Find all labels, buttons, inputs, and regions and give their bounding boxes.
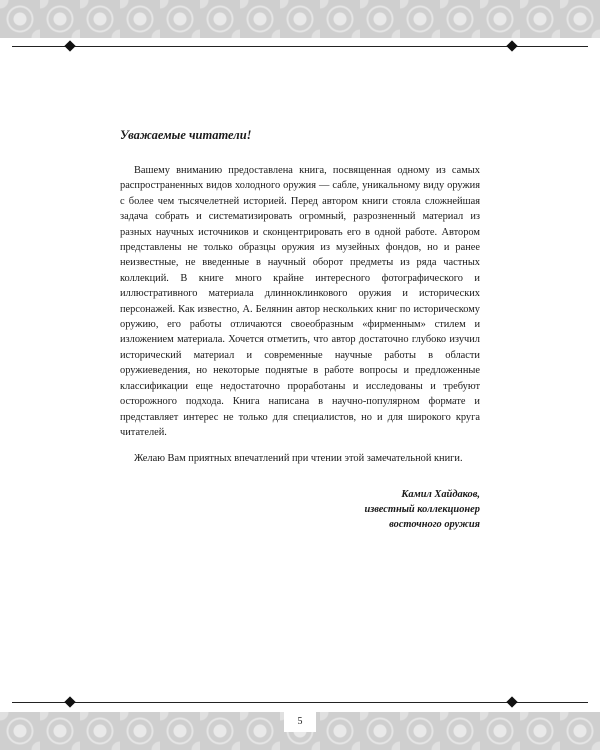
body-paragraph: Желаю Вам приятных впечатлений при чтении этой замечательной книги. xyxy=(134,453,463,465)
bottom-divider-rule xyxy=(12,702,588,703)
top-divider-rule xyxy=(12,46,588,47)
top-ornament-band xyxy=(0,0,600,38)
signature-name: Камил Хайдаков, xyxy=(401,488,480,500)
fleur-de-lis-icon xyxy=(64,40,75,51)
body-paragraph: Вашему вниманию предоставлена книга, посвященная одному из самых распространенных видов холодного оружия — сабле, уникальному виду оружия с более чем тысячелетней историей. Перед автором книги стояла сложнейшая задача собрать и систематизировать огромный, разрозненный материал из разных научных источников и сконцентрировать его в одной работе. Автором представлены не только образцы оружия из музейных фондов, но и ранее неизвестные, не введенные в научный оборот предметы из ряда частных коллекций. В книге много крайне интересного фотографического и иллюстративного материала длинноклинкового оружия и исторических персонажей. Как известно, А. Белянин автор нескольких книг по историческому оружию, его работы отличаются своеобразным «фирменным» стилем и изложением материала. Хочется отметить, что автор достаточно глубоко изучил исторический материал и современные научные работы в области оружиеведения, но некоторые поднятые в работе вопросы и предложенные классификации еще недостаточно проработаны и исследованы и требуют осторожного подхода. Книга написана в научно-популярном формате и представляет интерес не только для специалистов, но и для широкого круга читателей. xyxy=(120,165,480,438)
page-number: 5 xyxy=(284,712,316,732)
signature-title: восточного оружия xyxy=(389,518,480,530)
fleur-de-lis-icon xyxy=(506,696,517,707)
fleur-de-lis-icon xyxy=(506,40,517,51)
signature-block xyxy=(120,487,480,532)
page-heading: Уважаемые читатели! xyxy=(120,128,252,142)
page-content xyxy=(120,128,480,532)
fleur-de-lis-icon xyxy=(64,696,75,707)
signature-title: известный коллекционер xyxy=(364,503,480,515)
